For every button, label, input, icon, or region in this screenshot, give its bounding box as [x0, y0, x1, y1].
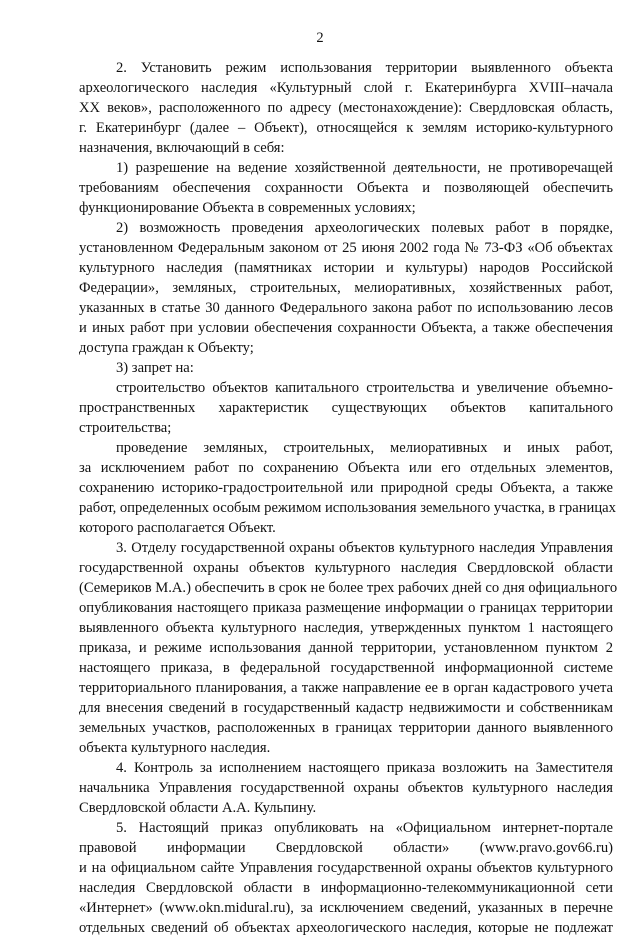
- text-line: указанных в статье 30 данного Федерального закона работ по использованию лесов: [79, 300, 613, 316]
- text-line: строительство объектов капитального строительства и увеличение объемно-: [116, 380, 613, 396]
- text-line: 4. Контроль за исполнением настоящего приказа возложить на Заместителя: [116, 760, 613, 776]
- text-line: 3. Отделу государственной охраны объектов культурного наследия Управления: [116, 540, 613, 556]
- text-line: отдельных сведений об объектах археологического наследия, которые не подлежат: [79, 920, 613, 936]
- text-line: государственной охраны объектов культурного наследия Свердловской области: [79, 560, 613, 576]
- text-line: территориального планирования, а также направление ее в орган кадастрового учета: [79, 680, 613, 696]
- text-line: правовой информации Свердловской области» (www.pravo.gov66.ru): [79, 840, 613, 856]
- text-line: настоящего приказа, в федеральной государственной информационной системе: [79, 660, 613, 676]
- text-line: Федерации», земляных, строительных, мелиоративных, хозяйственных работ,: [79, 280, 613, 296]
- text-line: наследия Свердловской области в информационно-телекоммуникационной сети: [79, 880, 613, 896]
- paragraph-p2: [79, 58, 613, 158]
- text-line: требованиям обеспечения сохранности Объекта и позволяющей обеспечить: [79, 180, 613, 196]
- text-line: назначения, включающий в себя:: [79, 140, 285, 156]
- text-line: 5. Настоящий приказ опубликовать на «Официальном интернет-портале: [116, 820, 613, 836]
- text-line: Свердловской области А.А. Кульпину.: [79, 800, 317, 816]
- text-line: «Интернет» (www.okn.midural.ru), за исключением сведений, указанных в перечне: [79, 900, 613, 916]
- paragraph-p2-2: [79, 218, 613, 358]
- text-line: опубликования настоящего приказа размещение информации о границах территории: [79, 600, 613, 616]
- text-line: XX веков», расположенного по адресу (местонахождение): Свердловская область,: [79, 100, 613, 116]
- text-line: археологического наследия «Культурный слой г. Екатеринбурга XVIII–начала: [79, 80, 613, 96]
- text-line: и на официальном сайте Управления государственной охраны объектов культурного: [79, 860, 613, 876]
- text-line: для внесения сведений в государственный кадастр недвижимости и собственникам: [79, 700, 613, 716]
- text-line: строительства;: [79, 420, 172, 436]
- text-line: приказа, и режиме использования данной территории, установленном пунктом 2: [79, 640, 613, 656]
- paragraph-p2-3b: [79, 438, 616, 538]
- text-line: функционирование Объекта в современных условиях;: [79, 200, 416, 216]
- text-line: и иных работ при условии обеспечения сохранности Объекта, а также обеспечения: [79, 320, 613, 336]
- text-line: выявленного объекта культурного наследия, утвержденных пунктом 1 настоящего: [79, 620, 613, 636]
- text-line: доступа граждан к Объекту;: [79, 340, 254, 356]
- text-line: (Семериков М.А.) обеспечить в срок не более трех рабочих дней со дня официального: [79, 580, 618, 596]
- document-body: [79, 58, 618, 938]
- paragraph-p3: [79, 538, 618, 758]
- text-line: культурного наследия (памятниках истории и культуры) народов Российской: [79, 260, 613, 276]
- text-line: которого располагается Объект.: [79, 520, 276, 536]
- paragraph-p4: [79, 758, 613, 818]
- paragraph-p2-3a: [79, 378, 613, 438]
- text-line: сохранению историко-градостроительной или природной среды Объекта, а также: [79, 480, 613, 496]
- text-line: 1) разрешение на ведение хозяйственной деятельности, не противоречащей: [116, 160, 613, 176]
- paragraph-p2-1: [79, 158, 613, 218]
- text-line: установленном Федеральным законом от 25 июня 2002 года № 73-ФЗ «Об объектах: [79, 240, 613, 256]
- text-line: 2) возможность проведения археологических полевых работ в порядке,: [116, 220, 613, 236]
- text-line: пространственных характеристик существующих объектов капитального: [79, 400, 613, 416]
- page-number: 2: [316, 30, 324, 46]
- paragraph-p5: [79, 818, 613, 938]
- text-line: 2. Установить режим использования территории выявленного объекта: [116, 60, 613, 76]
- text-line: г. Екатеринбург (далее – Объект), относящейся к землям историко-культурного: [79, 120, 613, 136]
- text-line: объекта культурного наследия.: [79, 740, 271, 756]
- text-line: земельных участков, расположенных в границах территории данного выявленного: [79, 720, 613, 736]
- text-line: за исключением работ по сохранению Объекта или его отдельных элементов,: [79, 460, 613, 476]
- paragraph-p2-3: [79, 358, 613, 378]
- text-line: 3) запрет на:: [116, 360, 194, 376]
- text-line: проведение земляных, строительных, мелиоративных и иных работ,: [116, 440, 613, 456]
- text-line: работ, определенных особым режимом использования земельного участка, в границах: [79, 500, 616, 516]
- text-line: начальника Управления государственной охраны объектов культурного наследия: [79, 780, 613, 796]
